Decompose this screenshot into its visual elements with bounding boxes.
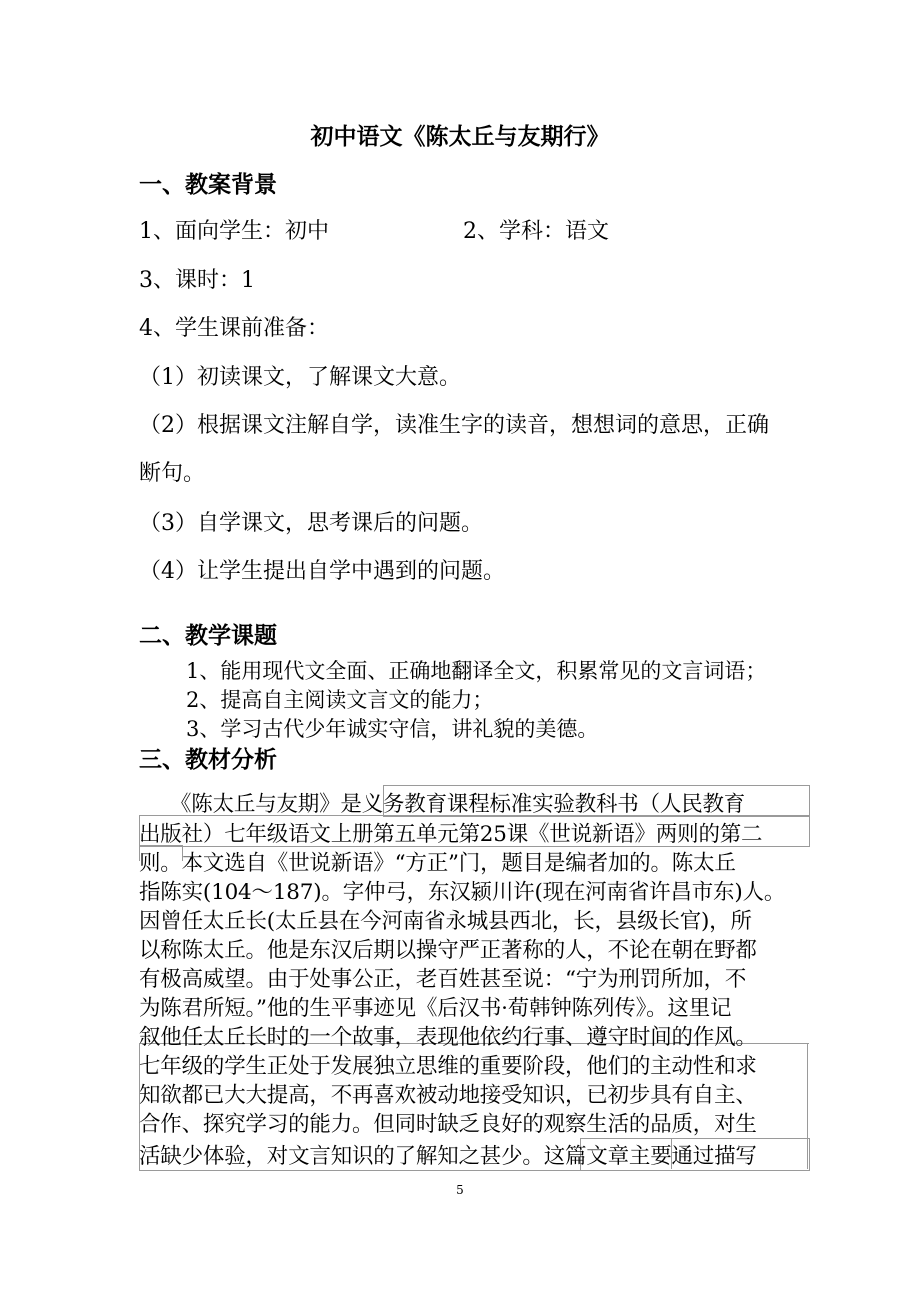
class-hours: 3、课时：1 — [139, 268, 255, 293]
prep-item-4: （4）让学生提出自学中遇到的问题。 — [139, 559, 505, 584]
text-frame-outline — [807, 1043, 808, 1169]
analysis-line: 知欲都已大大提高，不再喜欢被动地接受知识，已初步具有自主、 — [139, 1083, 757, 1108]
section-heading-topic: 二、教学课题 — [139, 622, 277, 649]
page-number: 5 — [456, 1183, 464, 1197]
analysis-line: 以称陈太丘。他是东汉后期以操守严正著称的人，不论在朝在野都 — [139, 938, 757, 963]
section-heading-background: 一、教案背景 — [139, 171, 277, 198]
section-heading-analysis: 三、教材分析 — [139, 746, 277, 773]
document-title: 初中语文《陈太丘与友期行》 — [310, 123, 610, 150]
subject: 2、学科：语文 — [463, 219, 609, 244]
prep-item-2-continued: 断句。 — [139, 461, 206, 486]
analysis-line: 合作、探究学习的能力。但同时缺乏良好的观察生活的品质，对生 — [139, 1112, 757, 1137]
analysis-line: 指陈实(104～187)。字仲弓，东汉颍川许(现在河南省许昌市东)人。 — [139, 880, 786, 905]
analysis-line: 因曾任太丘长(太丘县在今河南省永城县西北，长，县级长官)，所 — [139, 909, 752, 934]
teaching-goal-3: 3、学习古代少年诚实守信，讲礼貌的美德。 — [186, 717, 599, 741]
analysis-line: 有极高威望。由于处事公正，老百姓甚至说：“宁为刑罚所加，不 — [139, 967, 747, 992]
analysis-line: 《陈太丘与友期》是义务教育课程标准实验教科书（人民教育 — [170, 792, 746, 817]
teaching-goal-2: 2、提高自主阅读文言文的能力； — [186, 688, 494, 712]
analysis-line: 叙他任太丘长时的一个故事，表现他依约行事、遵守时间的作风。 — [139, 1025, 757, 1050]
student-preparation-label: 4、学生课前准备： — [139, 316, 329, 341]
teaching-goal-1: 1、能用现代文全面、正确地翻译全文，积累常见的文言词语； — [186, 659, 767, 683]
prep-item-1: （1）初读课文，了解课文大意。 — [139, 365, 461, 390]
analysis-line: 出版社）七年级语文上册第五单元第25课《世说新语》两则的第二 — [139, 822, 763, 847]
target-students: 1、面向学生：初中 — [139, 219, 329, 244]
prep-item-3: （3）自学课文，思考课后的问题。 — [139, 511, 483, 536]
prep-item-2: （2）根据课文注解自学，读准生字的读音，想想词的意思，正确 — [139, 413, 769, 438]
analysis-line: 为陈君所短。”他的生平事迹见《后汉书·荀韩钟陈列传》。这里记 — [139, 996, 732, 1021]
analysis-line: 七年级的学生正处于发展独立思维的重要阶段，他们的主动性和求 — [139, 1054, 757, 1079]
analysis-line: 则。本文选自《世说新语》“方正”门，题目是编者加的。陈太丘 — [139, 851, 736, 876]
analysis-line: 活缺少体验，对文言知识的了解知之甚少。这篇文章主要通过描写 — [139, 1144, 757, 1169]
